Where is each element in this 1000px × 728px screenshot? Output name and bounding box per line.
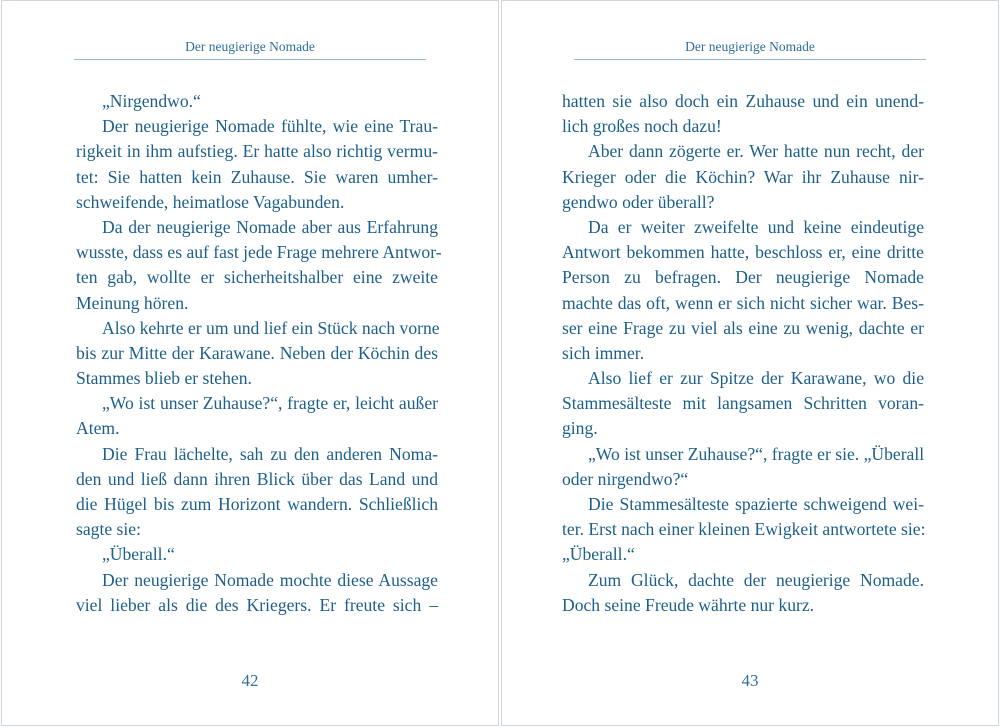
text-line: Die Stammesälteste spazierte schweigend wei- — [588, 494, 924, 514]
page-number: 43 — [741, 671, 759, 690]
text-line: Also lief er zur Spitze der Karawane, wo die — [588, 368, 924, 389]
text-line: ter. Erst nach einer kleinen Ewigkeit antwortete sie: — [562, 519, 926, 540]
running-header: Der neugierige Nomade — [685, 39, 815, 54]
text-line: „Wo ist unser Zuhause?“, fragte er sie. „Überall — [588, 443, 925, 464]
text-line: den und ließ dann ihren Blick über das Land und — [76, 468, 438, 489]
header-rule — [574, 59, 926, 60]
text-line: viel lieber als die des Kriegers. Er freute sich – — [76, 594, 438, 615]
text-line: Atem. — [76, 418, 120, 439]
header-rule — [74, 59, 426, 60]
text-line: wusste, dass es auf fast jede Frage mehrere Antwor- — [76, 242, 442, 263]
body-text — [562, 89, 924, 618]
text-line: Antwort bekommen hatte, beschloss er, eine dritte — [562, 242, 924, 263]
text-line: Stammesälteste mit langsamen Schritten voran- — [562, 393, 924, 414]
running-header: Der neugierige Nomade — [185, 39, 315, 54]
text-line: Da der neugierige Nomade aber aus Erfahrung — [102, 216, 438, 237]
text-line: Meinung hören. — [76, 292, 189, 313]
text-line: sagte sie: — [76, 519, 141, 540]
text-line: die Hügel bis zum Horizont wandern. Schließlich — [76, 494, 438, 514]
text-line: Zum Glück, dachte der neugierige Nomade. — [588, 569, 924, 590]
text-line: Der neugierige Nomade mochte diese Aussage — [102, 569, 438, 590]
text-line: bis zur Mitte der Karawane. Neben der Köchin des — [76, 342, 438, 363]
text-line: Der neugierige Nomade fühlte, wie eine Trau- — [102, 116, 438, 137]
page-number: 42 — [241, 671, 259, 690]
text-line: sich immer. — [562, 342, 645, 363]
body-text — [76, 89, 442, 618]
text-line: Krieger oder die Köchin? War ihr Zuhause nir- — [562, 166, 924, 187]
text-line: Stammes blieb er stehen. — [76, 368, 252, 389]
text-line: hatten sie also doch ein Zuhause und ein unend- — [562, 91, 924, 111]
text-line: rigkeit in ihm aufstieg. Er hatte also richtig vermu- — [76, 141, 438, 162]
text-line: Da er weiter zweifelte und keine eindeutige — [588, 216, 924, 237]
text-line: gendwo oder überall? — [562, 191, 715, 212]
text-line: tet: Sie hatten kein Zuhause. Sie waren umher- — [76, 166, 438, 187]
right-page — [501, 0, 999, 726]
text-line: Also kehrte er um und lief ein Stück nach vorne — [102, 317, 440, 338]
text-line: „Nirgendwo.“ — [102, 91, 201, 111]
text-line: Die Frau lächelte, sah zu den anderen Noma- — [102, 443, 438, 464]
text-line: lich großes noch dazu! — [562, 116, 722, 137]
text-line: „Wo ist unser Zuhause?“, fragte er, leicht außer — [102, 393, 438, 414]
text-line: ging. — [562, 418, 598, 439]
text-line: schweifende, heimatlose Vagabunden. — [76, 191, 345, 212]
left-page — [1, 0, 499, 726]
text-line: oder nirgendwo?“ — [562, 468, 689, 489]
text-line: ten gab, wollte er sicherheitshalber eine zweite — [76, 267, 438, 288]
text-line: „Überall.“ — [562, 544, 635, 565]
text-line: „Überall.“ — [102, 544, 175, 565]
text-line: Doch seine Freude währte nur kurz. — [562, 594, 815, 615]
text-line: Aber dann zögerte er. Wer hatte nun recht, der — [588, 141, 924, 162]
text-line: Person zu befragen. Der neugierige Nomade — [562, 267, 924, 288]
text-line: machte das oft, wenn er sich nicht sicher war. Bes- — [562, 292, 924, 313]
text-line: ser eine Frage zu viel als eine zu wenig, dachte er — [562, 317, 924, 338]
